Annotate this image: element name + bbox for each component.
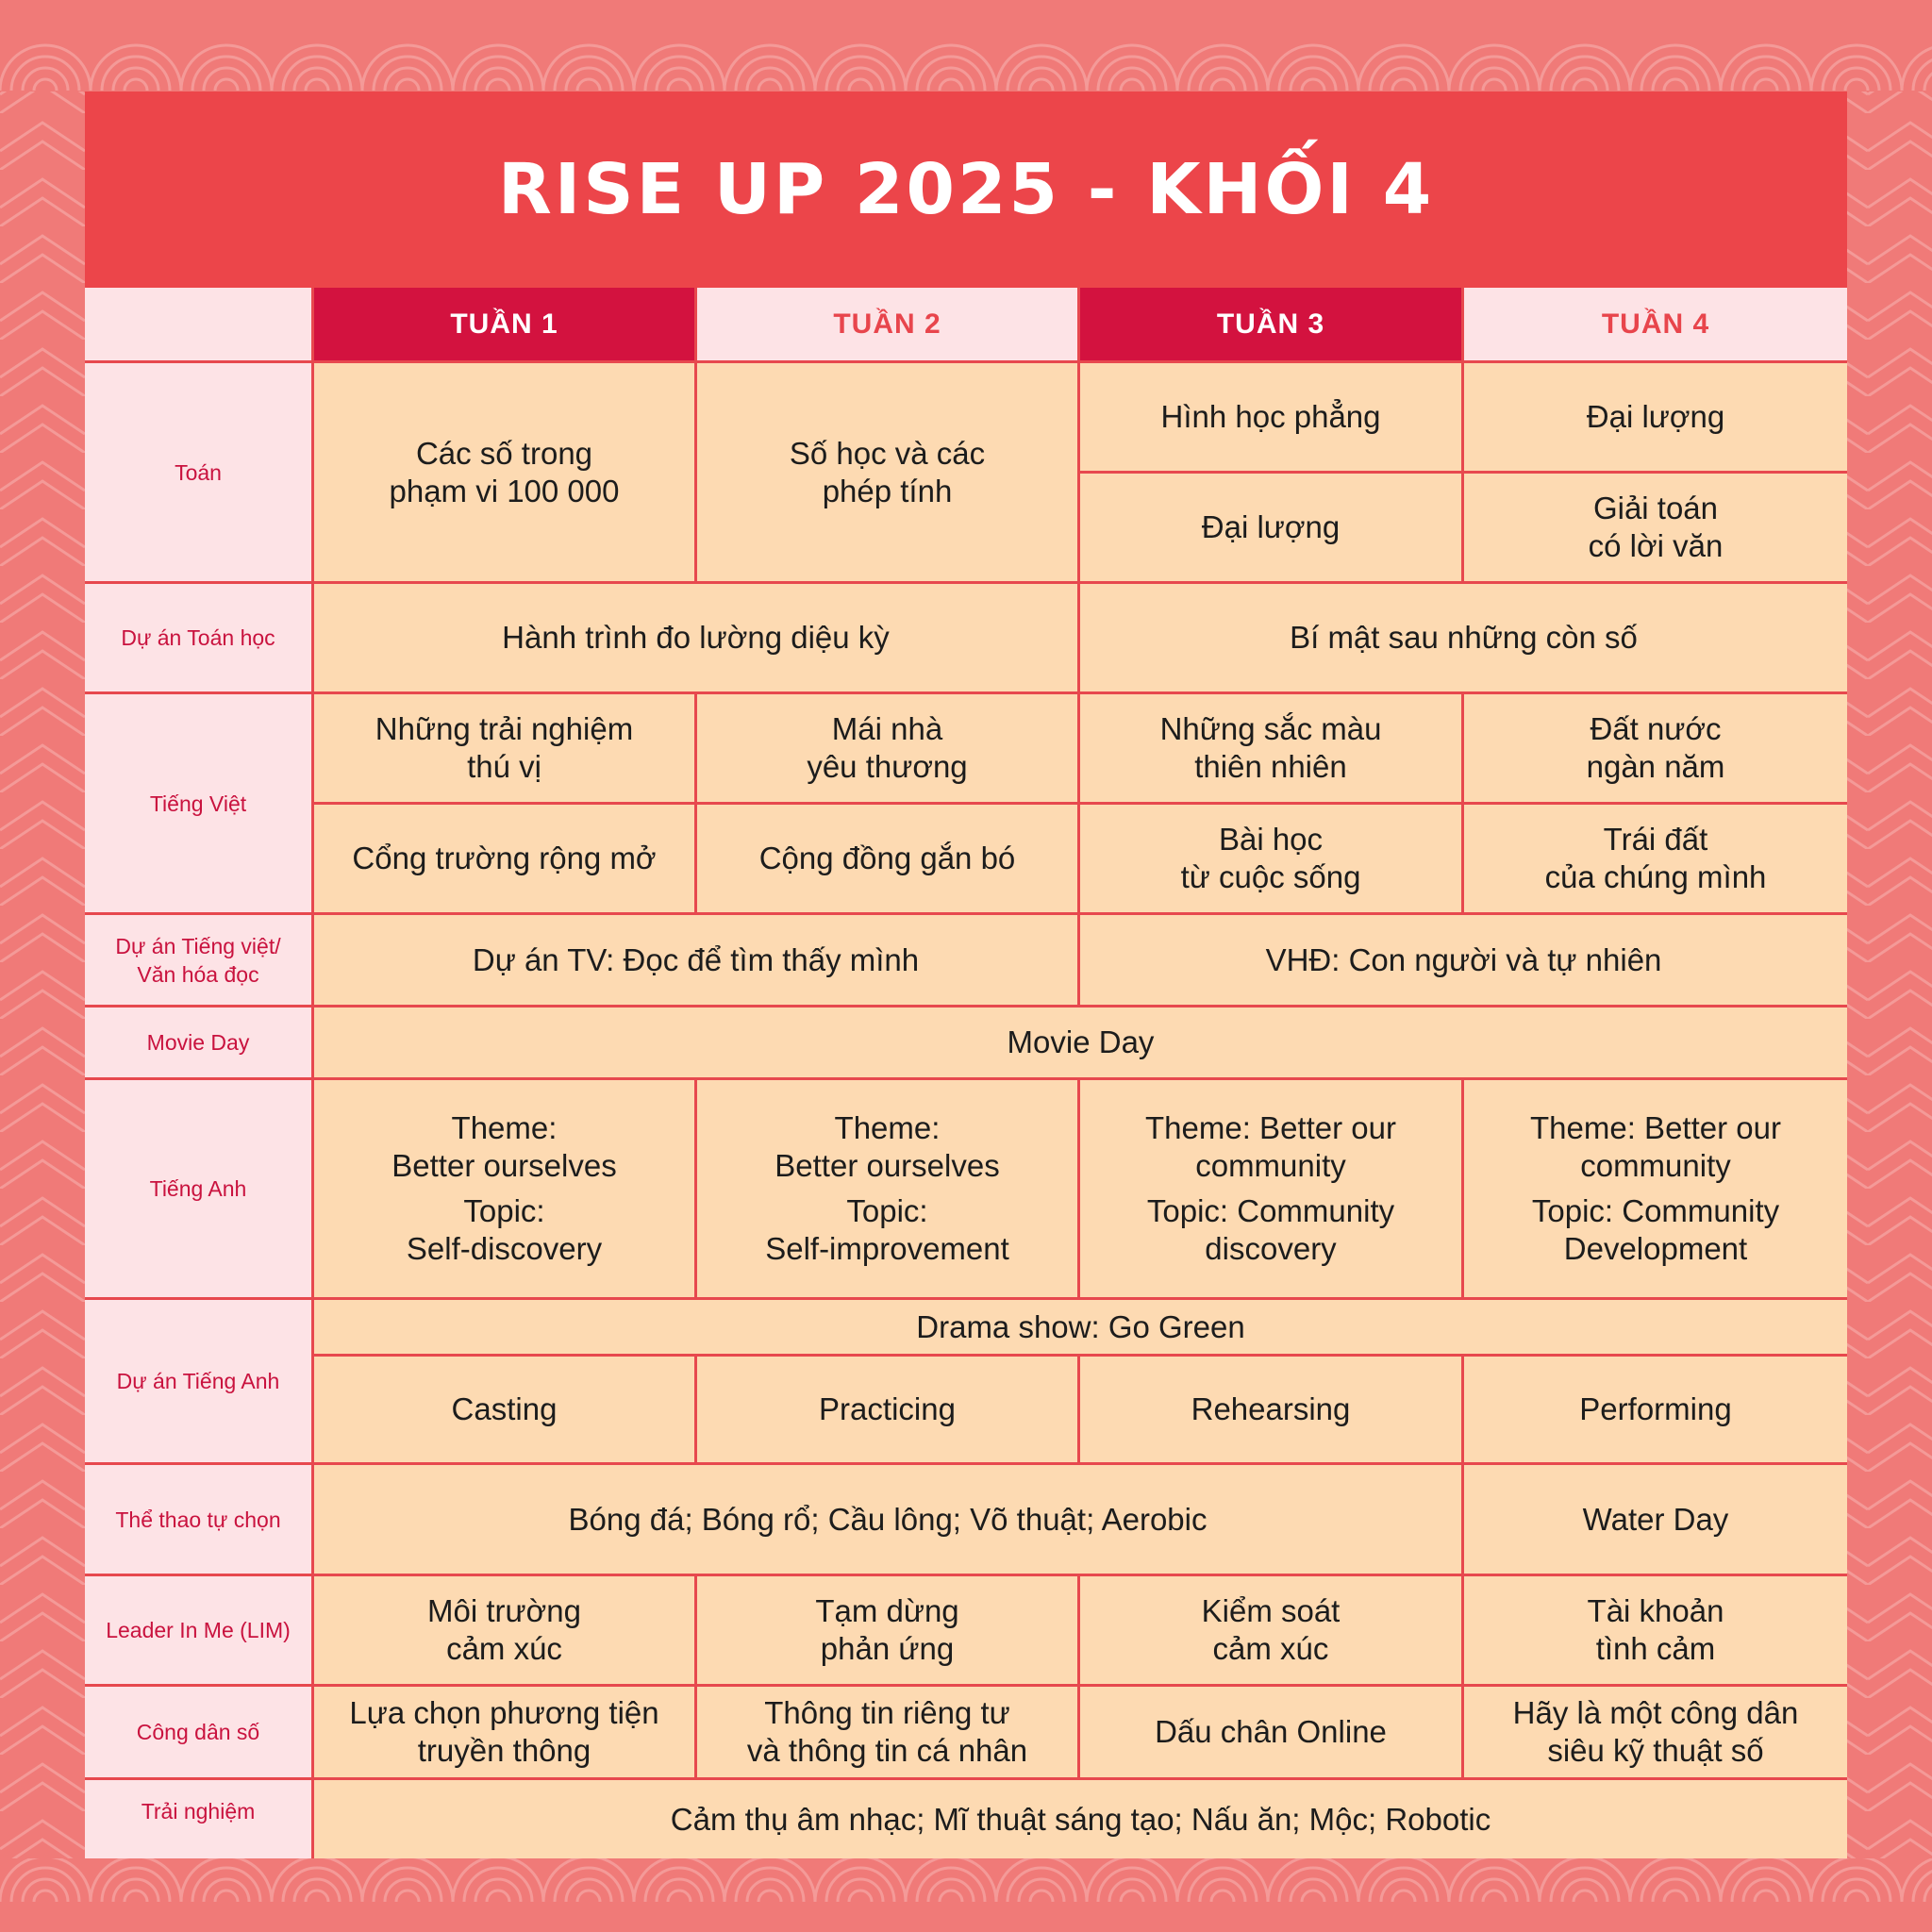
trai-nghiem-all-weeks: Cảm thụ âm nhạc; Mĩ thuật sáng tạo; Nấu ăn; Mộc; Robotic: [314, 1780, 1847, 1858]
page-title: RISE UP 2025 - KHỐI 4: [497, 149, 1435, 230]
schedule-table: [85, 288, 1847, 1858]
toan-week-4-b: Giải toán có lời văn: [1464, 474, 1847, 584]
the-thao-week-1-3: Bóng đá; Bóng rổ; Cầu lông; Võ thuật; Aerobic: [314, 1465, 1464, 1576]
tieng-anh-week-4-theme: Theme: Better our community: [1530, 1110, 1781, 1183]
tieng-viet-week-4-b: Trái đất của chúng mình: [1464, 805, 1847, 915]
tieng-anh-week-2: [697, 1080, 1080, 1300]
du-an-toan-week-1-2: Hành trình đo lường diệu kỳ: [314, 584, 1080, 694]
toan-week-3-b: Đại lượng: [1080, 474, 1464, 584]
du-an-ta-week-2: Practicing: [697, 1357, 1080, 1465]
tieng-viet-week-2-b: Cộng đồng gắn bó: [697, 805, 1080, 915]
row-label-cong-dan-so: Công dân số: [85, 1687, 314, 1780]
toan-week-2: Số học và các phép tính: [697, 363, 1080, 584]
tieng-viet-week-4-a: Đất nước ngàn năm: [1464, 694, 1847, 805]
title-bar: [85, 92, 1847, 288]
lim-week-4: Tài khoản tình cảm: [1464, 1576, 1847, 1687]
corner-cell: [85, 288, 314, 363]
tieng-anh-week-3-topic: Topic: Community discovery: [1146, 1193, 1395, 1266]
du-an-ta-week-3: Rehearsing: [1080, 1357, 1464, 1465]
lim-week-1: Môi trường cảm xúc: [314, 1576, 697, 1687]
row-label-tieng-viet: Tiếng Việt: [85, 694, 314, 915]
tieng-viet-week-2-a: Mái nhà yêu thương: [697, 694, 1080, 805]
lim-week-3: Kiểm soát cảm xúc: [1080, 1576, 1464, 1687]
du-an-tv-week-1-2: Dự án TV: Đọc để tìm thấy mình: [314, 915, 1080, 1008]
tieng-viet-week-1-a: Những trải nghiệm thú vị: [314, 694, 697, 805]
du-an-ta-week-1: Casting: [314, 1357, 697, 1465]
toan-week-4-a: Đại lượng: [1464, 363, 1847, 474]
the-thao-week-4: Water Day: [1464, 1465, 1847, 1576]
row-label-trai-nghiem: Trải nghiệm: [85, 1780, 314, 1858]
week-header-2: TUẦN 2: [697, 288, 1080, 363]
row-label-du-an-tieng-viet: Dự án Tiếng việt/ Văn hóa đọc: [85, 915, 314, 1008]
tieng-anh-week-4-topic: Topic: Community Development: [1531, 1193, 1780, 1266]
row-label-lim: Leader In Me (LIM): [85, 1576, 314, 1687]
schedule-card: [85, 92, 1847, 1858]
week-header-3: TUẦN 3: [1080, 288, 1464, 363]
movie-day-all-weeks: Movie Day: [314, 1008, 1847, 1080]
cong-dan-so-week-4: Hãy là một công dân siêu kỹ thuật số: [1464, 1687, 1847, 1780]
tieng-viet-week-3-a: Những sắc màu thiên nhiên: [1080, 694, 1464, 805]
tieng-anh-week-1: [314, 1080, 697, 1300]
cong-dan-so-week-2: Thông tin riêng tư và thông tin cá nhân: [697, 1687, 1080, 1780]
tieng-anh-week-2-theme: Theme: Better ourselves: [774, 1110, 1000, 1183]
toan-week-1: Các số trong phạm vi 100 000: [314, 363, 697, 584]
tieng-anh-week-4: [1464, 1080, 1847, 1300]
tieng-viet-week-1-b: Cổng trường rộng mở: [314, 805, 697, 915]
tieng-anh-week-3-theme: Theme: Better our community: [1145, 1110, 1396, 1183]
week-header-1: TUẦN 1: [314, 288, 697, 363]
cong-dan-so-week-1: Lựa chọn phương tiện truyền thông: [314, 1687, 697, 1780]
row-label-tieng-anh: Tiếng Anh: [85, 1080, 314, 1300]
du-an-ta-week-4: Performing: [1464, 1357, 1847, 1465]
du-an-ta-drama-show: Drama show: Go Green: [314, 1300, 1847, 1357]
lim-week-2: Tạm dừng phản ứng: [697, 1576, 1080, 1687]
tieng-anh-week-1-topic: Topic: Self-discovery: [406, 1193, 603, 1266]
row-label-movie-day: Movie Day: [85, 1008, 314, 1080]
du-an-tv-week-3-4: VHĐ: Con người và tự nhiên: [1080, 915, 1847, 1008]
row-label-du-an-toan: Dự án Toán học: [85, 584, 314, 694]
tieng-viet-week-3-b: Bài học từ cuộc sống: [1080, 805, 1464, 915]
week-header-4: TUẦN 4: [1464, 288, 1847, 363]
row-label-du-an-tieng-anh: Dự án Tiếng Anh: [85, 1300, 314, 1465]
toan-week-3-a: Hình học phẳng: [1080, 363, 1464, 474]
tieng-anh-week-3: [1080, 1080, 1464, 1300]
cong-dan-so-week-3: Dấu chân Online: [1080, 1687, 1464, 1780]
tieng-anh-week-1-theme: Theme: Better ourselves: [391, 1110, 617, 1183]
row-label-the-thao: Thể thao tự chọn: [85, 1465, 314, 1576]
tieng-anh-week-2-topic: Topic: Self-improvement: [765, 1193, 1009, 1266]
du-an-toan-week-3-4: Bí mật sau những còn số: [1080, 584, 1847, 694]
row-label-toan: Toán: [85, 363, 314, 584]
